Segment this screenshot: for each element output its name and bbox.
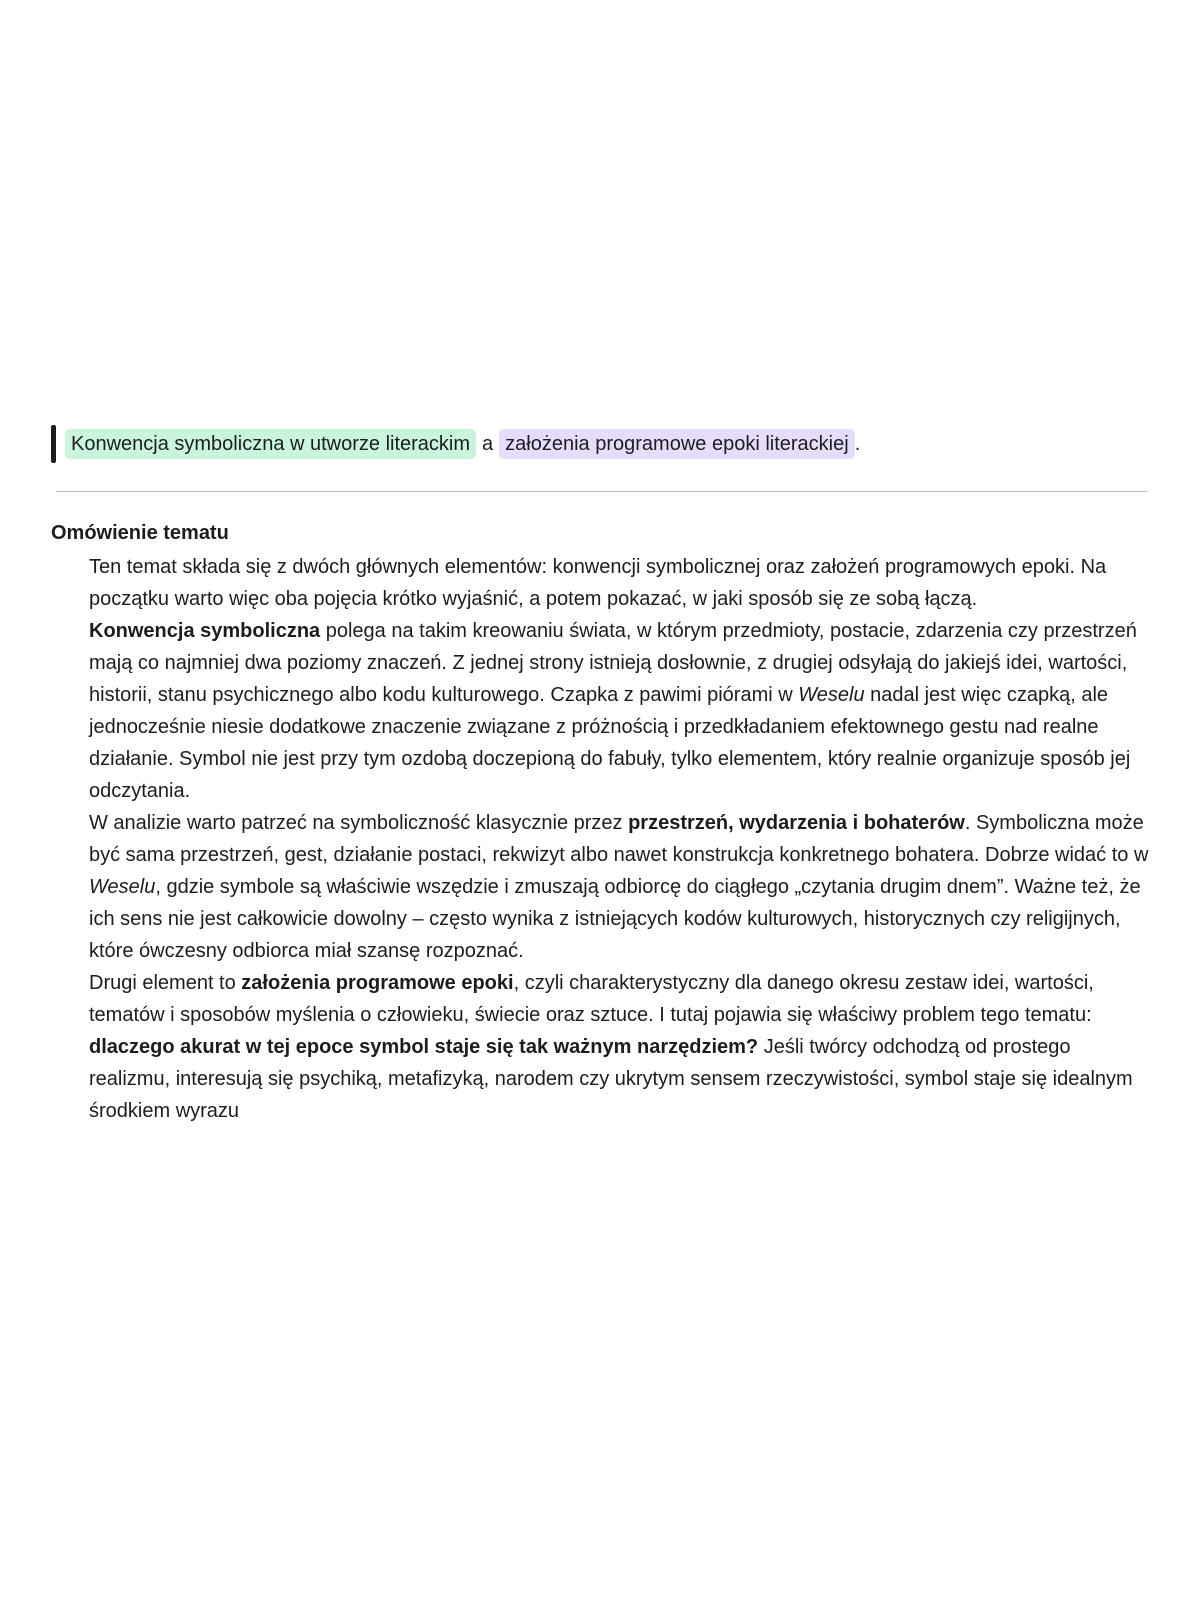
paragraph-analysis [89, 807, 1151, 967]
term-epoch-assumptions: założenia programowe epoki [241, 972, 514, 994]
paragraph-text: , gdzie symbole są właściwie wszędzie i zmuszają odbiorcę do ciągłego „czytania drugim dnem”. Ważne też, że ich sens nie jest całkowicie dowolny – często wynika z istniejących kodów kulturowych, historycznych czy religijnych, które ówczesny odbiorca miał szansę rozpoznać. [89, 876, 1141, 962]
topic-period: . [854, 433, 861, 455]
section-body [89, 551, 1151, 1127]
section-title: Omówienie tematu [51, 522, 229, 544]
paragraph-text: Jeśli twórcy odchodzą od prostego realizmu, interesują się psychiką, metafizyką, narodem czy ukrytym sensem rzeczywistości, symbol staje się idealnym środkiem wyrazu [89, 1036, 1133, 1122]
key-question: dlaczego akurat w tej epoce symbol staje się tak ważnym narzędziem? [89, 1036, 759, 1058]
topic-chip-epoch-assumptions: założenia programowe epoki literackiej [499, 429, 855, 459]
divider [56, 491, 1148, 492]
topic-heading [51, 425, 860, 463]
paragraph-epoch-assumptions [89, 967, 1151, 1127]
paragraph-text: . Symboliczna może być sama przestrzeń, gest, działanie postaci, rekwizyt albo nawet konstrukcja konkretnego bohatera. Dobrze widać to w [89, 812, 1149, 866]
work-title-wesele: Weselu [798, 684, 865, 706]
paragraph-symbolic-convention [89, 615, 1151, 807]
paragraph-text: W analizie warto patrzeć na symboliczność klasycznie przez [89, 812, 629, 834]
paragraph-text: polega na takim kreowaniu świata, w którym przedmioty, postacie, zdarzenia czy przestrzeń mają co najmniej dwa poziomy znaczeń. Z jednej strony istnieją dosłownie, z drugiej odsyłają do jakiejś idei, wartości, historii, stanu psychicznego albo kodu kulturowego. Czapka z pawimi piórami w [89, 620, 1137, 706]
paragraph-intro: Ten temat składa się z dwóch głównych elementów: konwencji symbolicznej oraz założeń programowych epoki. Na początku warto więc oba pojęcia krótko wyjaśnić, a potem pokazać, w jaki sposób się ze sobą łączą. [89, 556, 1107, 610]
term-space-events-heroes: przestrzeń, wydarzenia i bohaterów [628, 812, 965, 834]
topic-chip-symbolic-convention: Konwencja symboliczna w utworze literackim [65, 429, 476, 459]
paragraph-text: Drugi element to [89, 972, 242, 994]
topic-accent-bar [51, 425, 56, 463]
term-symbolic-convention: Konwencja symboliczna [89, 620, 321, 642]
paragraph-text: nadal jest więc czapką, ale jednocześnie niesie dodatkowe znaczenie związane z próżnością i przedkładaniem efektownego gestu nad realne działanie. Symbol nie jest przy tym ozdobą doczepioną do fabuły, tylko elementem, który realnie organizuje sposób jej odczytania. [89, 684, 1131, 802]
work-title-wesele: Weselu [89, 876, 156, 898]
paragraph-text: , czyli charakterystyczny dla danego okresu zestaw idei, wartości, tematów i sposobów myślenia o człowieku, świecie oraz sztuce. I tutaj pojawia się właściwy problem tego tematu: [89, 972, 1094, 1026]
topic-joiner: a [482, 433, 494, 455]
